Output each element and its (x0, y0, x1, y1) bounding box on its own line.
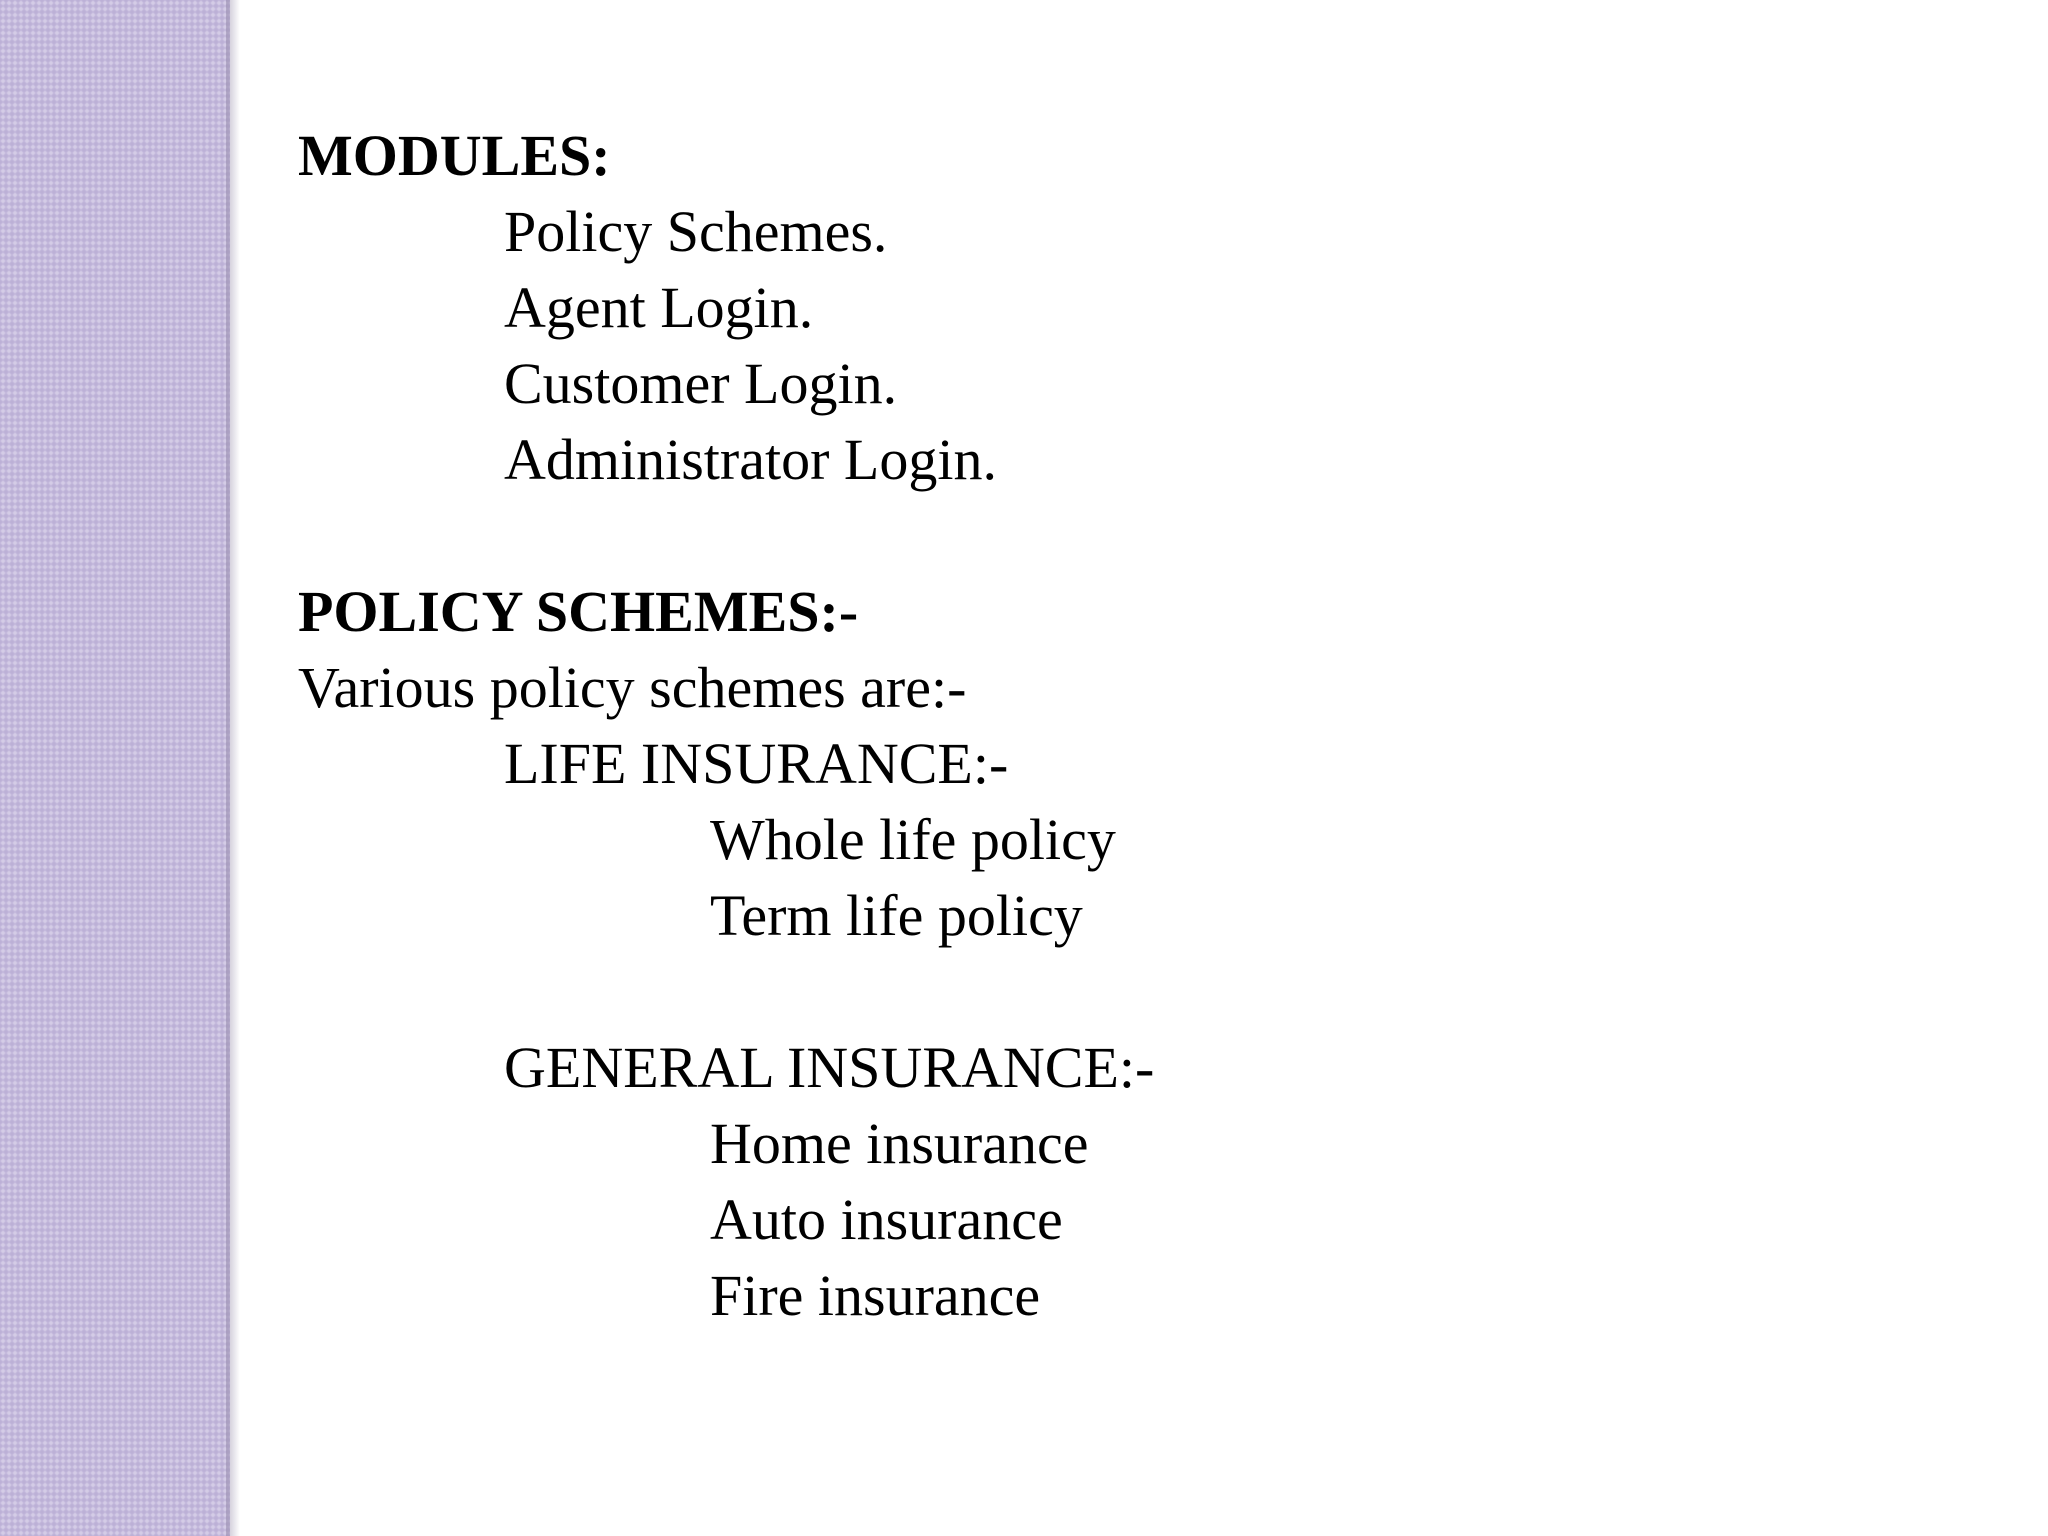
general-item-home: Home insurance (710, 1111, 1089, 1176)
module-item-agent-login: Agent Login. (504, 275, 814, 340)
life-insurance-label: LIFE INSURANCE:- (504, 731, 1009, 796)
spacer (298, 954, 1154, 1030)
policy-schemes-intro: Various policy schemes are:- (298, 655, 967, 720)
general-item-auto: Auto insurance (710, 1187, 1063, 1252)
module-item-policy-schemes: Policy Schemes. (504, 199, 888, 264)
band-shadow (226, 0, 240, 1536)
general-item-fire: Fire insurance (710, 1263, 1041, 1328)
module-item-customer-login: Customer Login. (504, 351, 898, 416)
spacer (298, 498, 1154, 574)
module-item-administrator-login: Administrator Login. (504, 427, 997, 492)
modules-heading: MODULES: (298, 123, 611, 188)
policy-schemes-heading: POLICY SCHEMES:- (298, 579, 859, 644)
general-insurance-label: GENERAL INSURANCE:- (504, 1035, 1155, 1100)
life-item-term-life: Term life policy (710, 883, 1083, 948)
life-item-whole-life: Whole life policy (710, 807, 1116, 872)
slide-content (298, 118, 1154, 1334)
decorative-side-band (0, 0, 230, 1536)
